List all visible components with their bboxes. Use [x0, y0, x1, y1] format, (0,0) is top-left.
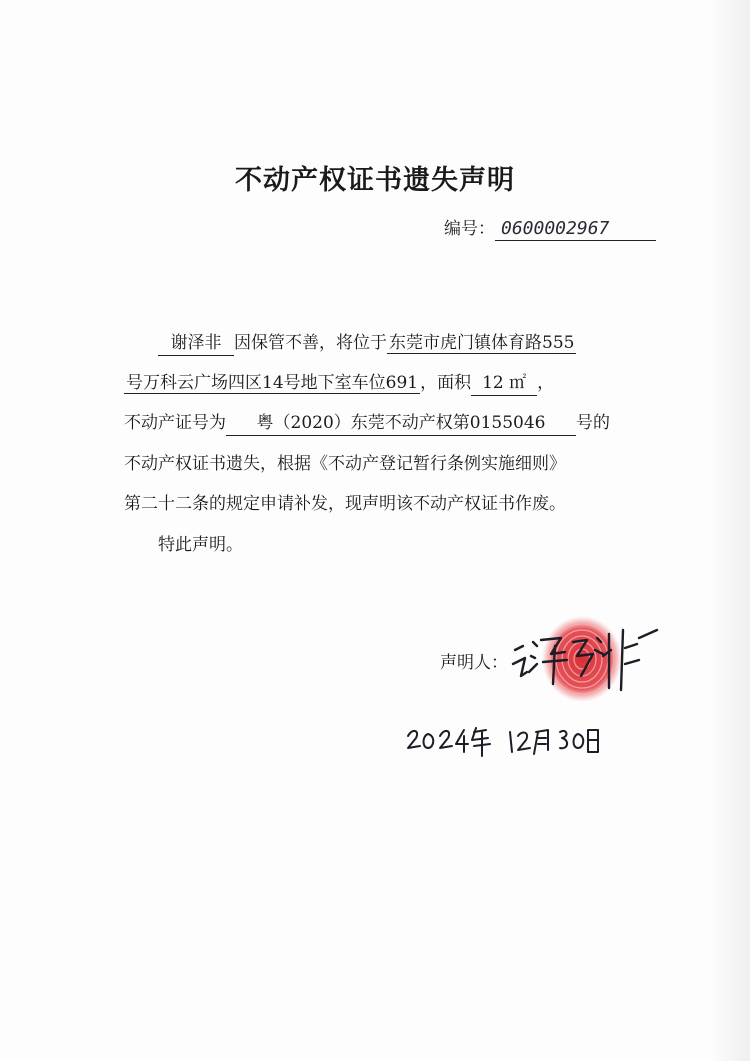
body-text: ，	[537, 373, 555, 393]
body-text: 号的	[576, 413, 610, 433]
signer-label: 声明人：	[440, 653, 508, 673]
document-title: 不动产权证书遗失声明	[235, 165, 515, 196]
body-text: 因保管不善，将位于	[234, 333, 387, 353]
certificate-number: 粤（2020）东莞不动产权第0155046	[226, 411, 576, 436]
body-line-2	[124, 371, 554, 396]
handwritten-date	[402, 718, 602, 763]
property-address-part2: 号万科云广场四区14号地下室车位691	[126, 373, 419, 393]
document-number-label: 编号：	[444, 219, 495, 239]
body-line-1	[124, 331, 576, 356]
body-text: ，面积	[420, 373, 472, 393]
declarant-name: 谢泽非	[158, 331, 234, 356]
body-line-5: 第二十二条的规定申请补发，现声明该不动产权证书作废。	[124, 494, 566, 514]
handwritten-signature	[507, 620, 667, 700]
document-number-value: 0600002967	[495, 218, 656, 241]
body-line-3	[124, 411, 610, 436]
document-number	[444, 214, 656, 241]
body-text: 不动产证号为	[124, 413, 226, 433]
body-line-4: 不动产权证书遗失，根据《不动产登记暂行条例实施细则》	[124, 454, 566, 474]
body-line-6: 特此声明。	[158, 535, 243, 555]
property-address-part1: 东莞市虎门镇体育路555	[389, 333, 575, 353]
property-area: 12 ㎡	[471, 371, 537, 396]
